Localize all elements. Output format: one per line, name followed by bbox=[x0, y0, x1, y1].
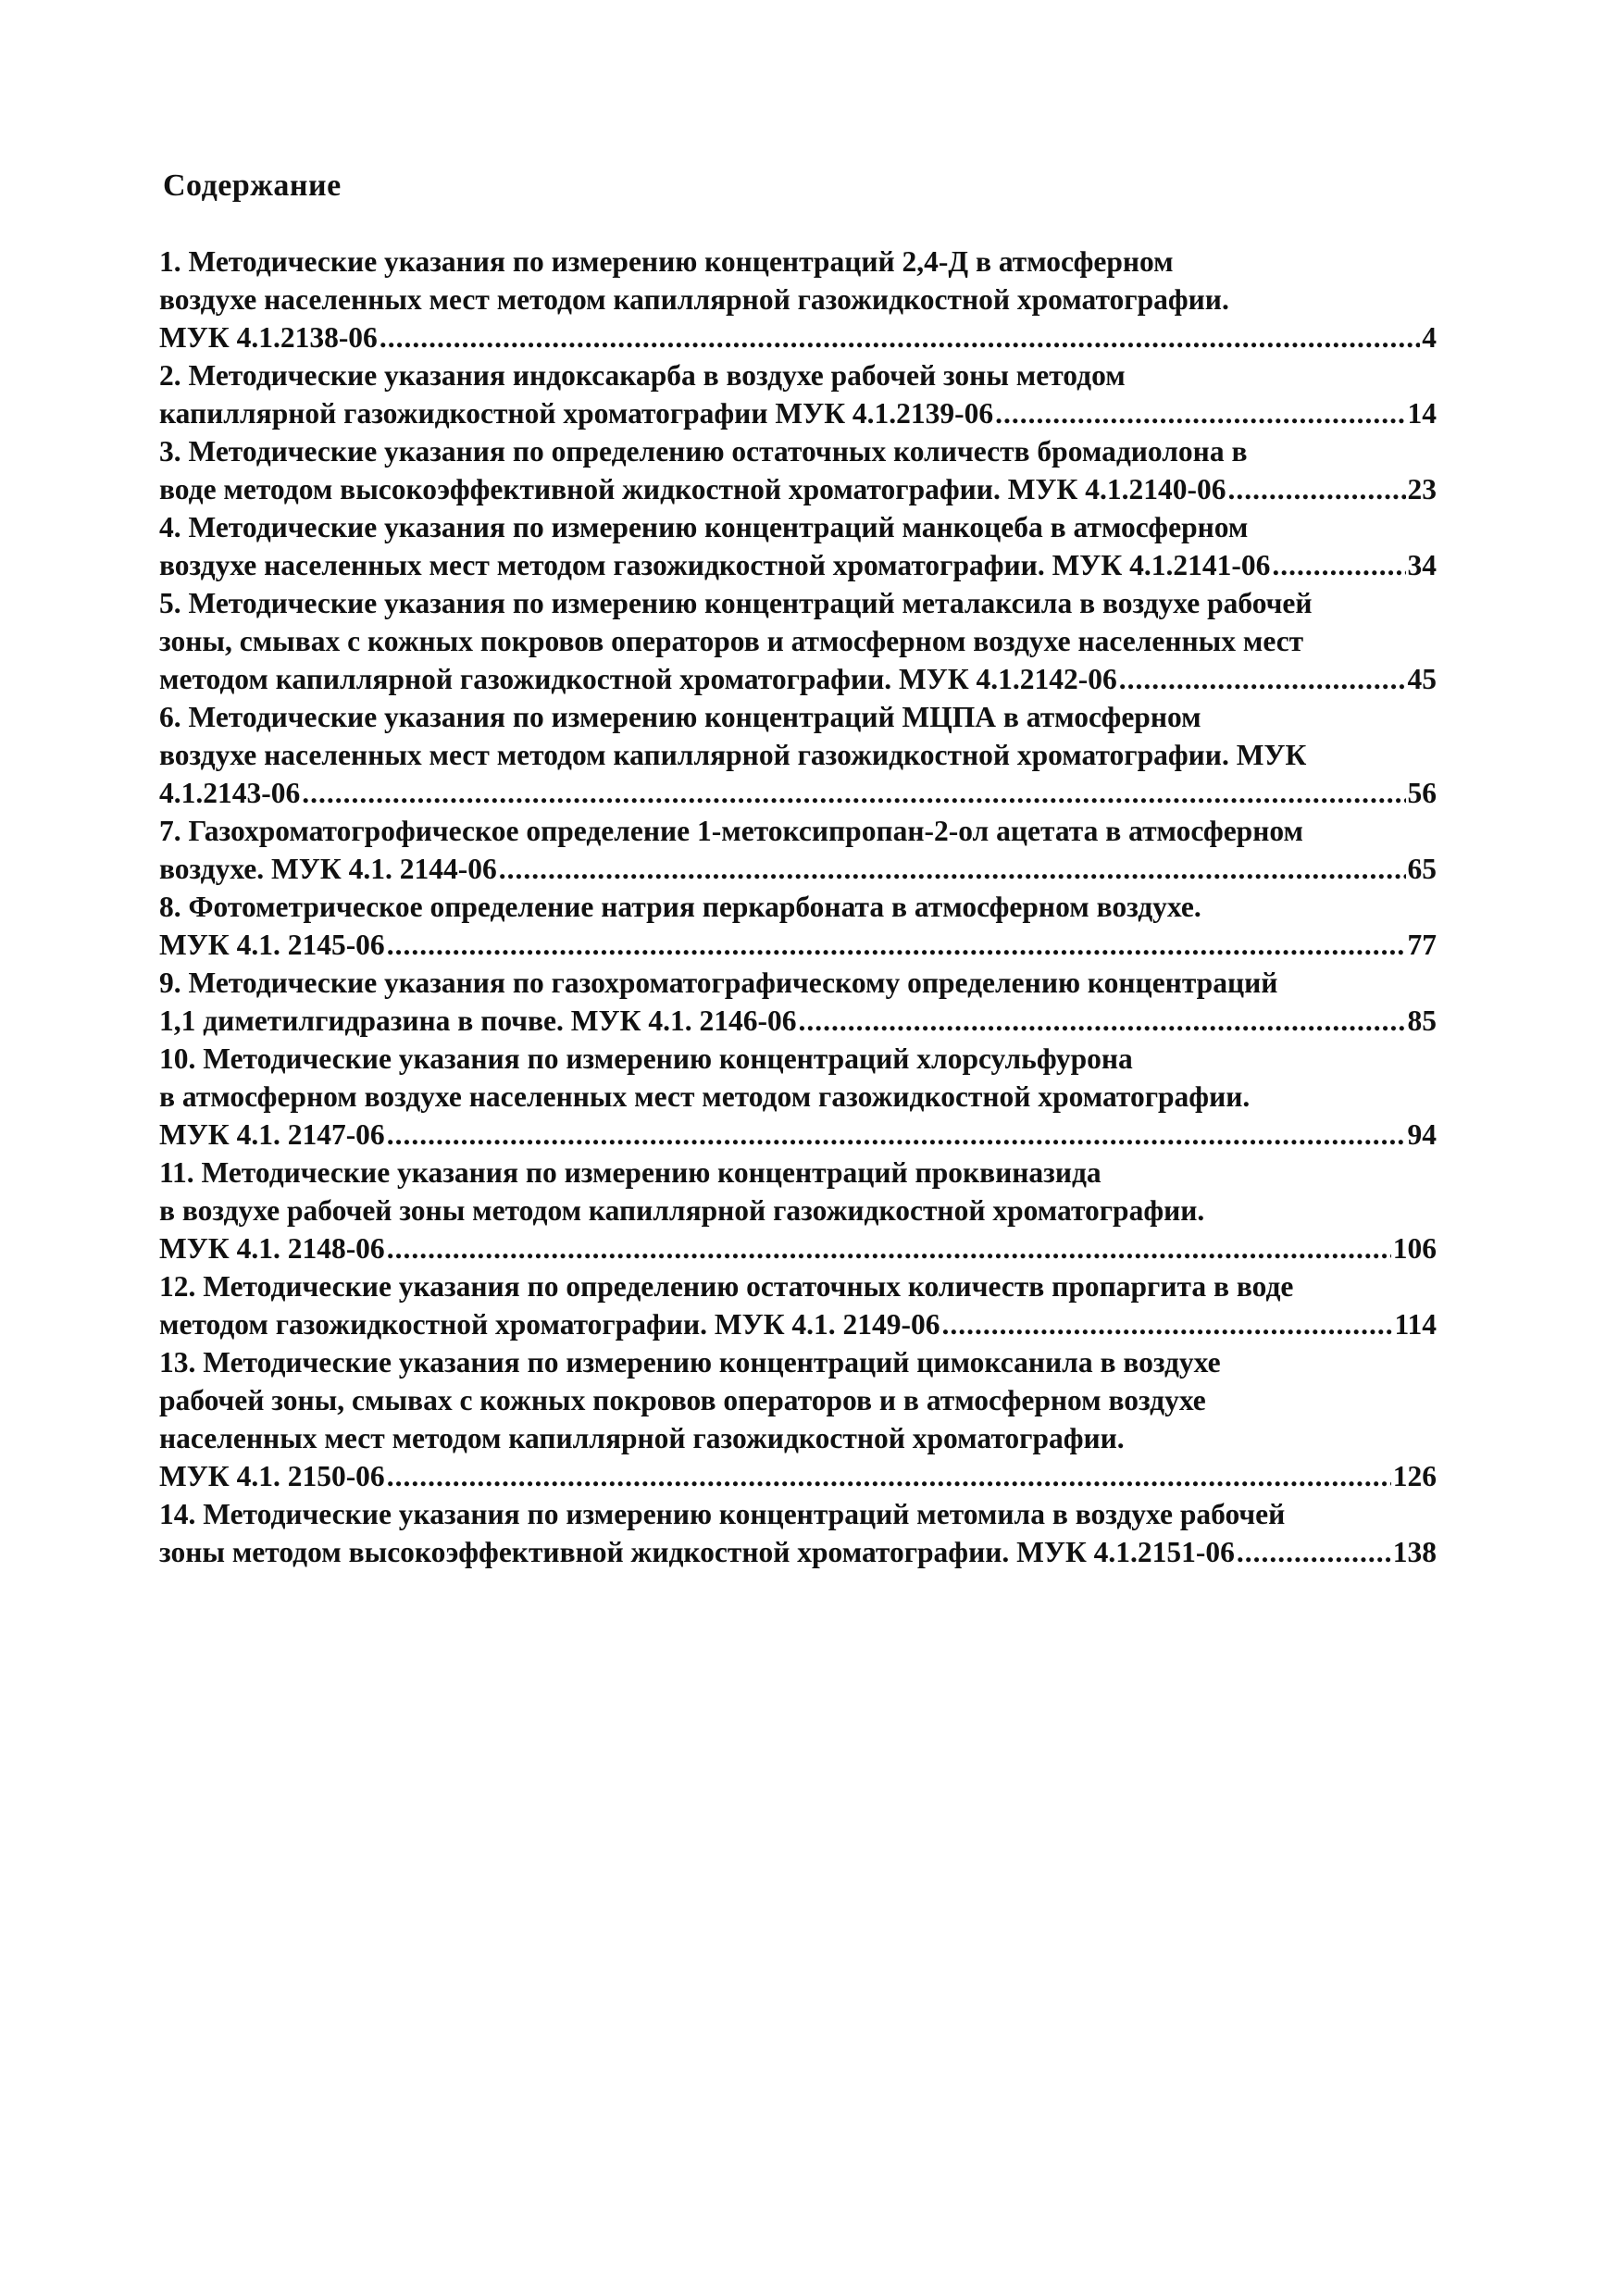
toc-entry-line: 7. Газохроматогрофическое определение 1-метоксипропан-2-ол ацетата в атмосферном bbox=[159, 815, 1303, 847]
toc-entry-line: 2. Методические указания индоксакарба в воздухе рабочей зоны методом bbox=[159, 359, 1126, 392]
dot-leader bbox=[1272, 546, 1405, 584]
toc-entry bbox=[159, 1495, 1437, 1571]
toc-entry-page-number: 126 bbox=[1392, 1460, 1437, 1492]
toc-entry bbox=[159, 1267, 1437, 1343]
toc-entry-page-number: 56 bbox=[1407, 777, 1437, 809]
toc-entry-last-line bbox=[159, 318, 1437, 356]
toc-entry-reference: 1,1 диметилгидразина в почве. МУК 4.1. 2146-06 bbox=[159, 1004, 797, 1037]
toc-entry-last-line bbox=[159, 1229, 1437, 1267]
toc-entry-reference: МУК 4.1. 2148-06 bbox=[159, 1232, 385, 1265]
toc-entry-line: воздухе населенных мест методом капиллярной газожидкостной хроматографии. МУК bbox=[159, 739, 1307, 771]
toc-entry bbox=[159, 508, 1437, 584]
toc-entry-line: 9. Методические указания по газохроматографическому определению концентраций bbox=[159, 967, 1278, 999]
dot-leader bbox=[1119, 660, 1406, 698]
toc-entry-page-number: 45 bbox=[1407, 663, 1437, 695]
toc-entry bbox=[159, 356, 1437, 432]
toc-entry-last-line bbox=[159, 1116, 1437, 1154]
toc-entry-reference: МУК 4.1.2138-06 bbox=[159, 321, 378, 354]
toc-entry-line: зоны, смывах с кожных покровов операторов и атмосферном воздухе населенных мест bbox=[159, 625, 1304, 657]
toc-entry bbox=[159, 1343, 1437, 1495]
toc-entry-last-line bbox=[159, 1533, 1437, 1571]
toc-entry-line: 3. Методические указания по определению остаточных количеств бромадиолона в bbox=[159, 435, 1248, 468]
toc-entry bbox=[159, 584, 1437, 698]
toc-entry-line: 4. Методические указания по измерению концентраций манкоцеба в атмосферном bbox=[159, 511, 1249, 543]
dot-leader bbox=[380, 318, 1420, 356]
toc-entry-reference: методом капиллярной газожидкостной хроматографии. МУК 4.1.2142-06 bbox=[159, 663, 1117, 695]
dot-leader bbox=[1228, 470, 1406, 508]
toc-entry-reference: МУК 4.1. 2150-06 bbox=[159, 1460, 385, 1492]
table-of-contents bbox=[159, 243, 1437, 1571]
dot-leader bbox=[387, 1229, 1391, 1267]
toc-entry-reference: капиллярной газожидкостной хроматографии МУК 4.1.2139-06 bbox=[159, 397, 994, 430]
toc-entry bbox=[159, 432, 1437, 508]
toc-entry-reference: 4.1.2143-06 bbox=[159, 777, 301, 809]
contents-heading: Содержание bbox=[163, 168, 342, 203]
toc-entry-reference: воде методом высокоэффективной жидкостной хроматографии. МУК 4.1.2140-06 bbox=[159, 473, 1226, 505]
toc-entry bbox=[159, 1040, 1437, 1154]
toc-entry bbox=[159, 698, 1437, 812]
toc-entry-last-line bbox=[159, 926, 1437, 964]
toc-entry-last-line bbox=[159, 470, 1437, 508]
dot-leader bbox=[302, 774, 1405, 812]
toc-entry-page-number: 4 bbox=[1422, 321, 1437, 354]
toc-entry-line: 8. Фотометрическое определение натрия перкарбоната в атмосферном воздухе. bbox=[159, 891, 1201, 923]
toc-entry-reference: воздухе населенных мест методом газожидкостной хроматографии. МУК 4.1.2141-06 bbox=[159, 549, 1271, 581]
toc-entry-page-number: 85 bbox=[1407, 1004, 1437, 1037]
toc-entry-line: 5. Методические указания по измерению концентраций металаксила в воздухе рабочей bbox=[159, 587, 1313, 619]
toc-entry-page-number: 114 bbox=[1394, 1308, 1437, 1341]
dot-leader bbox=[798, 1002, 1405, 1040]
toc-entry-line: 14. Методические указания по измерению концентраций метомила в воздухе рабочей bbox=[159, 1498, 1286, 1530]
toc-entry bbox=[159, 888, 1437, 964]
toc-entry-last-line bbox=[159, 774, 1437, 812]
dot-leader bbox=[995, 394, 1405, 432]
dot-leader bbox=[1237, 1533, 1391, 1571]
toc-entry-last-line bbox=[159, 1305, 1437, 1343]
toc-entry-line: населенных мест методом капиллярной газожидкостной хроматографии. bbox=[159, 1422, 1125, 1454]
toc-entry-last-line bbox=[159, 1002, 1437, 1040]
toc-entry-line: 6. Методические указания по измерению концентраций МЦПА в атмосферном bbox=[159, 701, 1201, 733]
dot-leader bbox=[387, 1116, 1406, 1154]
toc-entry-page-number: 34 bbox=[1407, 549, 1437, 581]
toc-entry-page-number: 138 bbox=[1392, 1536, 1437, 1568]
toc-entry-page-number: 14 bbox=[1407, 397, 1437, 430]
toc-entry-reference: МУК 4.1. 2145-06 bbox=[159, 929, 385, 961]
toc-entry-line: рабочей зоны, смывах с кожных покровов операторов и в атмосферном воздухе bbox=[159, 1384, 1206, 1416]
dot-leader bbox=[387, 1457, 1391, 1495]
toc-entry bbox=[159, 812, 1437, 888]
toc-entry-page-number: 94 bbox=[1407, 1118, 1437, 1151]
toc-entry-page-number: 106 bbox=[1392, 1232, 1437, 1265]
toc-entry-reference: зоны методом высокоэффективной жидкостной хроматографии. МУК 4.1.2151-06 bbox=[159, 1536, 1235, 1568]
toc-entry-reference: методом газожидкостной хроматографии. МУК 4.1. 2149-06 bbox=[159, 1308, 940, 1341]
toc-entry-line: воздухе населенных мест методом капиллярной газожидкостной хроматографии. bbox=[159, 283, 1229, 316]
toc-entry-reference: воздухе. МУК 4.1. 2144-06 bbox=[159, 853, 497, 885]
dot-leader bbox=[387, 926, 1406, 964]
toc-entry-last-line bbox=[159, 546, 1437, 584]
toc-entry bbox=[159, 1154, 1437, 1267]
toc-entry-last-line bbox=[159, 660, 1437, 698]
toc-entry-last-line bbox=[159, 394, 1437, 432]
toc-entry-page-number: 65 bbox=[1407, 853, 1437, 885]
toc-entry-line: 13. Методические указания по измерению концентраций цимоксанила в воздухе bbox=[159, 1346, 1221, 1379]
dot-leader bbox=[942, 1305, 1393, 1343]
toc-entry-line: в атмосферном воздухе населенных мест методом газожидкостной хроматографии. bbox=[159, 1080, 1251, 1113]
dot-leader bbox=[499, 850, 1406, 888]
toc-entry-last-line bbox=[159, 1457, 1437, 1495]
toc-entry-reference: МУК 4.1. 2147-06 bbox=[159, 1118, 385, 1151]
toc-entry-line: 1. Методические указания по измерению концентраций 2,4-Д в атмосферном bbox=[159, 245, 1174, 278]
toc-entry bbox=[159, 964, 1437, 1040]
toc-entry bbox=[159, 243, 1437, 356]
toc-entry-line: в воздухе рабочей зоны методом капиллярной газожидкостной хроматографии. bbox=[159, 1194, 1205, 1227]
toc-entry-line: 11. Методические указания по измерению концентраций проквиназида bbox=[159, 1156, 1101, 1189]
toc-entry-line: 10. Методические указания по измерению концентраций хлорсульфурона bbox=[159, 1042, 1133, 1075]
toc-entry-page-number: 23 bbox=[1407, 473, 1437, 505]
toc-entry-page-number: 77 bbox=[1407, 929, 1437, 961]
toc-entry-line: 12. Методические указания по определению остаточных количеств пропаргита в воде bbox=[159, 1270, 1294, 1303]
toc-entry-last-line bbox=[159, 850, 1437, 888]
